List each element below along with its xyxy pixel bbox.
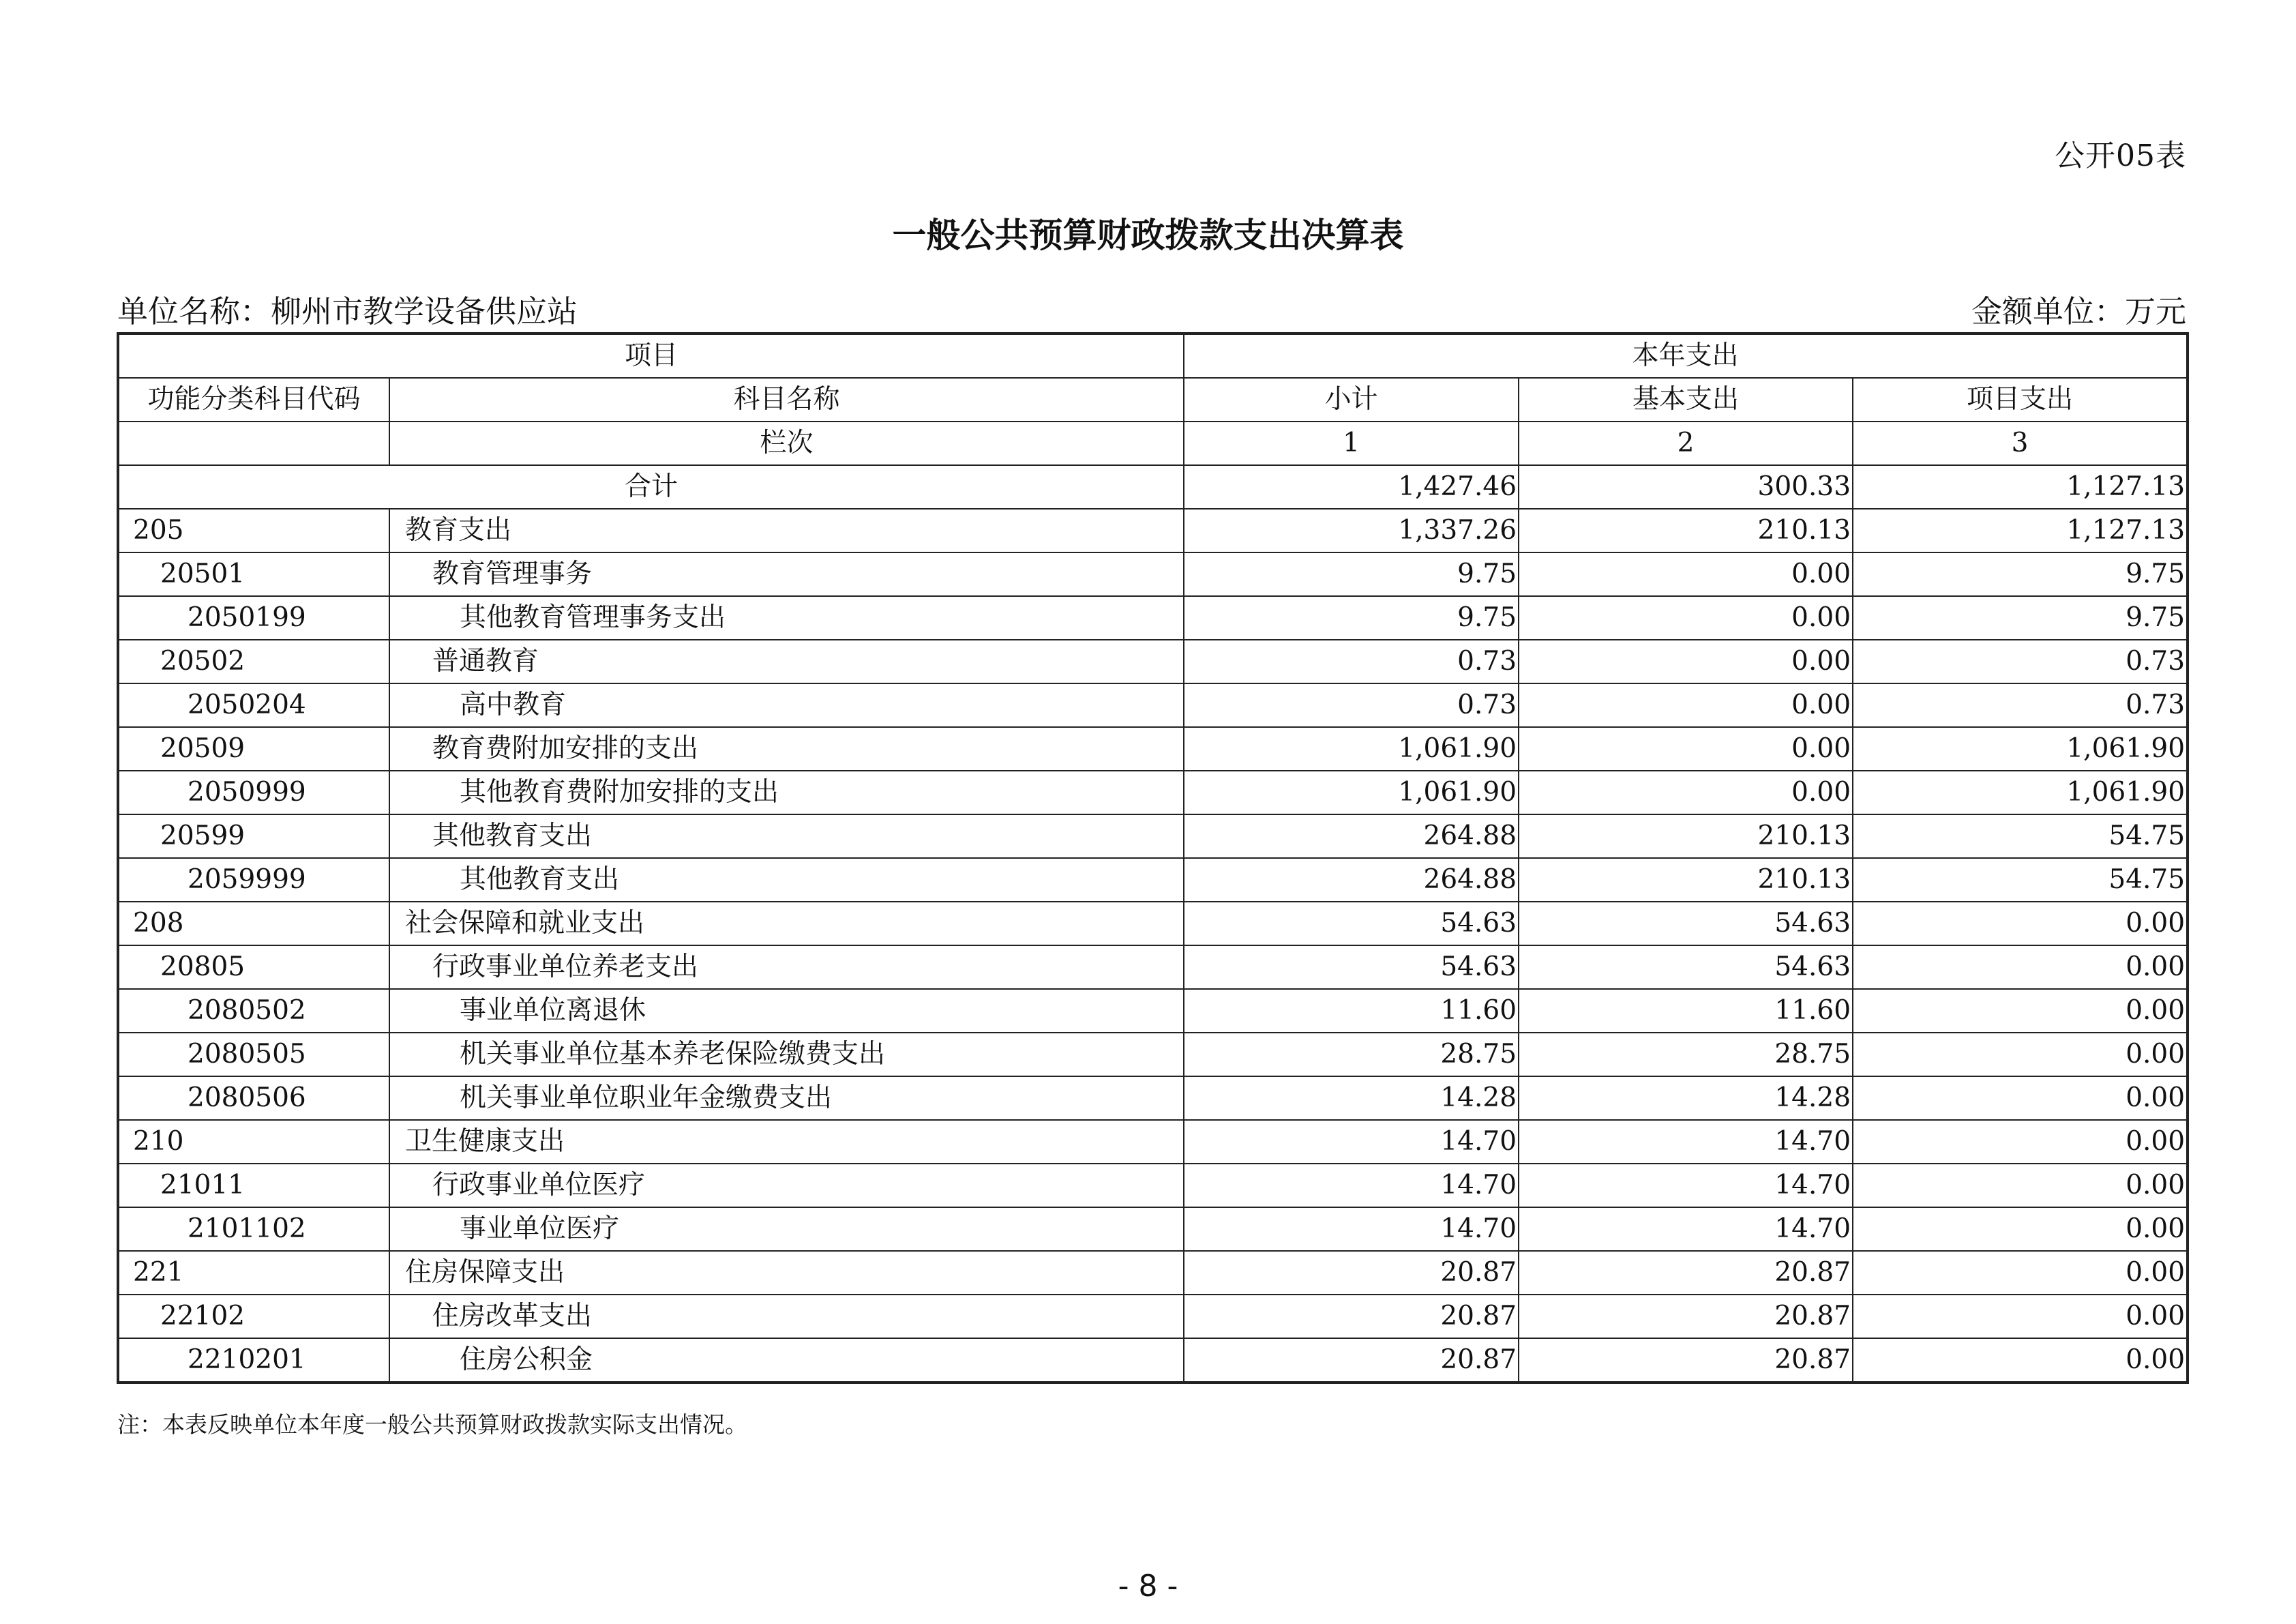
row-code: 2059999	[118, 858, 389, 902]
row-subtotal: 54.63	[1184, 945, 1519, 989]
page-number: - 8 -	[1118, 1569, 1178, 1604]
row-basic-expense: 0.00	[1519, 552, 1853, 596]
page-title: 一般公共预算财政拨款支出决算表	[892, 216, 1404, 255]
row-subtotal: 1,061.90	[1184, 771, 1519, 814]
row-subtotal: 0.73	[1184, 683, 1519, 727]
row-code: 205	[118, 509, 389, 552]
row-subtotal: 20.87	[1184, 1338, 1519, 1383]
row-subject-name: 其他教育管理事务支出	[389, 596, 1184, 640]
row-basic-expense: 14.70	[1519, 1207, 1853, 1251]
table-body	[118, 334, 2188, 1383]
row-subject-name: 卫生健康支出	[389, 1120, 1184, 1164]
row-project-expense: 0.00	[1853, 945, 2188, 989]
table-row	[118, 1164, 2188, 1207]
row-basic-expense: 20.87	[1519, 1251, 1853, 1295]
table-row	[118, 596, 2188, 640]
row-basic-expense: 54.63	[1519, 945, 1853, 989]
table-row	[118, 814, 2188, 858]
row-project-expense: 1,061.90	[1853, 771, 2188, 814]
table-row	[118, 1295, 2188, 1338]
table-row	[118, 902, 2188, 945]
table-row	[118, 771, 2188, 814]
row-project-expense: 0.73	[1853, 640, 2188, 683]
table-row	[118, 1120, 2188, 1164]
row-code: 2050199	[118, 596, 389, 640]
row-subtotal: 9.75	[1184, 596, 1519, 640]
row-project-expense: 0.00	[1853, 1164, 2188, 1207]
row-basic-expense: 14.28	[1519, 1076, 1853, 1120]
row-subtotal: 264.88	[1184, 858, 1519, 902]
row-subject-name: 机关事业单位职业年金缴费支出	[389, 1076, 1184, 1120]
row-subtotal: 14.70	[1184, 1207, 1519, 1251]
row-basic-expense: 54.63	[1519, 902, 1853, 945]
table-row	[118, 858, 2188, 902]
row-basic-expense: 0.00	[1519, 727, 1853, 771]
row-subtotal: 1,337.26	[1184, 509, 1519, 552]
unit-name: 单位名称：柳州市教学设备供应站	[117, 293, 578, 329]
row-subject-name: 其他教育支出	[389, 814, 1184, 858]
row-code: 221	[118, 1251, 389, 1295]
row-project-expense: 9.75	[1853, 596, 2188, 640]
row-project-expense: 0.00	[1853, 902, 2188, 945]
row-basic-expense: 0.00	[1519, 596, 1853, 640]
row-subtotal: 54.63	[1184, 902, 1519, 945]
row-subtotal: 264.88	[1184, 814, 1519, 858]
row-project-expense: 0.00	[1853, 1207, 2188, 1251]
row-subject-name: 事业单位离退休	[389, 989, 1184, 1033]
header-project: 项目	[118, 334, 1184, 378]
total-basic: 300.33	[1519, 465, 1853, 509]
row-code: 2080502	[118, 989, 389, 1033]
table-row	[118, 640, 2188, 683]
table-row	[118, 989, 2188, 1033]
row-subtotal: 0.73	[1184, 640, 1519, 683]
row-subject-name: 住房改革支出	[389, 1295, 1184, 1338]
row-project-expense: 0.00	[1853, 1295, 2188, 1338]
row-code: 2050999	[118, 771, 389, 814]
row-basic-expense: 14.70	[1519, 1164, 1853, 1207]
header-row-3	[118, 422, 2188, 465]
row-basic-expense: 210.13	[1519, 509, 1853, 552]
row-code: 2080506	[118, 1076, 389, 1120]
row-project-expense: 0.00	[1853, 1120, 2188, 1164]
amount-unit: 金额单位：万元	[1971, 293, 2186, 329]
table-row	[118, 1338, 2188, 1383]
table-row	[118, 509, 2188, 552]
row-basic-expense: 210.13	[1519, 858, 1853, 902]
row-subject-name: 其他教育费附加安排的支出	[389, 771, 1184, 814]
header-current-year-expense: 本年支出	[1184, 334, 2188, 378]
row-subtotal: 20.87	[1184, 1251, 1519, 1295]
header-subject-name: 科目名称	[389, 378, 1184, 422]
row-basic-expense: 14.70	[1519, 1120, 1853, 1164]
row-basic-expense: 210.13	[1519, 814, 1853, 858]
row-code: 20501	[118, 552, 389, 596]
table-row	[118, 1033, 2188, 1076]
row-code: 2080505	[118, 1033, 389, 1076]
row-project-expense: 0.00	[1853, 1251, 2188, 1295]
row-project-expense: 54.75	[1853, 814, 2188, 858]
table-note: 注：本表反映单位本年度一般公共预算财政拨款实际支出情况。	[117, 1411, 747, 1438]
header-column-index: 栏次	[389, 422, 1184, 465]
row-basic-expense: 20.87	[1519, 1295, 1853, 1338]
row-subject-name: 其他教育支出	[389, 858, 1184, 902]
row-subject-name: 教育管理事务	[389, 552, 1184, 596]
form-code: 公开05表	[2055, 138, 2186, 173]
header-func-code: 功能分类科目代码	[118, 378, 389, 422]
row-project-expense: 9.75	[1853, 552, 2188, 596]
total-project: 1,127.13	[1853, 465, 2188, 509]
row-project-expense: 1,061.90	[1853, 727, 2188, 771]
row-subject-name: 高中教育	[389, 683, 1184, 727]
row-code: 20509	[118, 727, 389, 771]
row-basic-expense: 11.60	[1519, 989, 1853, 1033]
table-row	[118, 945, 2188, 989]
row-basic-expense: 0.00	[1519, 771, 1853, 814]
row-subject-name: 住房公积金	[389, 1338, 1184, 1383]
row-code: 20599	[118, 814, 389, 858]
row-subject-name: 住房保障支出	[389, 1251, 1184, 1295]
header-row-2	[118, 378, 2188, 422]
row-code: 210	[118, 1120, 389, 1164]
total-row	[118, 465, 2188, 509]
row-subject-name: 事业单位医疗	[389, 1207, 1184, 1251]
row-project-expense: 54.75	[1853, 858, 2188, 902]
row-code: 20502	[118, 640, 389, 683]
row-project-expense: 0.73	[1853, 683, 2188, 727]
row-code: 208	[118, 902, 389, 945]
row-basic-expense: 20.87	[1519, 1338, 1853, 1383]
table-row	[118, 1251, 2188, 1295]
row-code: 2050204	[118, 683, 389, 727]
row-subtotal: 20.87	[1184, 1295, 1519, 1338]
header-col-3: 3	[1853, 422, 2188, 465]
table-row	[118, 1207, 2188, 1251]
row-subject-name: 社会保障和就业支出	[389, 902, 1184, 945]
budget-table	[117, 332, 2189, 1384]
table-row	[118, 552, 2188, 596]
header-empty-cell	[118, 422, 389, 465]
row-subject-name: 机关事业单位基本养老保险缴费支出	[389, 1033, 1184, 1076]
total-subtotal: 1,427.46	[1184, 465, 1519, 509]
table-row	[118, 727, 2188, 771]
row-code: 22102	[118, 1295, 389, 1338]
row-code: 2210201	[118, 1338, 389, 1383]
header-col-1: 1	[1184, 422, 1519, 465]
header-subtotal: 小计	[1184, 378, 1519, 422]
row-subtotal: 28.75	[1184, 1033, 1519, 1076]
row-project-expense: 0.00	[1853, 989, 2188, 1033]
row-subject-name: 教育费附加安排的支出	[389, 727, 1184, 771]
row-subject-name: 行政事业单位医疗	[389, 1164, 1184, 1207]
meta-row	[117, 286, 2186, 327]
row-project-expense: 0.00	[1853, 1033, 2188, 1076]
row-basic-expense: 0.00	[1519, 640, 1853, 683]
row-project-expense: 1,127.13	[1853, 509, 2188, 552]
row-basic-expense: 28.75	[1519, 1033, 1853, 1076]
row-code: 2101102	[118, 1207, 389, 1251]
header-basic-expense: 基本支出	[1519, 378, 1853, 422]
header-col-2: 2	[1519, 422, 1853, 465]
table-row	[118, 1076, 2188, 1120]
row-subtotal: 14.28	[1184, 1076, 1519, 1120]
header-row-1	[118, 334, 2188, 378]
header-project-expense: 项目支出	[1853, 378, 2188, 422]
row-subject-name: 普通教育	[389, 640, 1184, 683]
row-code: 20805	[118, 945, 389, 989]
row-project-expense: 0.00	[1853, 1338, 2188, 1383]
table-row	[118, 683, 2188, 727]
row-code: 21011	[118, 1164, 389, 1207]
row-subtotal: 14.70	[1184, 1164, 1519, 1207]
row-subtotal: 9.75	[1184, 552, 1519, 596]
row-subject-name: 行政事业单位养老支出	[389, 945, 1184, 989]
total-label: 合计	[118, 465, 1184, 509]
row-subject-name: 教育支出	[389, 509, 1184, 552]
row-subtotal: 11.60	[1184, 989, 1519, 1033]
row-subtotal: 14.70	[1184, 1120, 1519, 1164]
row-subtotal: 1,061.90	[1184, 727, 1519, 771]
row-project-expense: 0.00	[1853, 1076, 2188, 1120]
row-basic-expense: 0.00	[1519, 683, 1853, 727]
